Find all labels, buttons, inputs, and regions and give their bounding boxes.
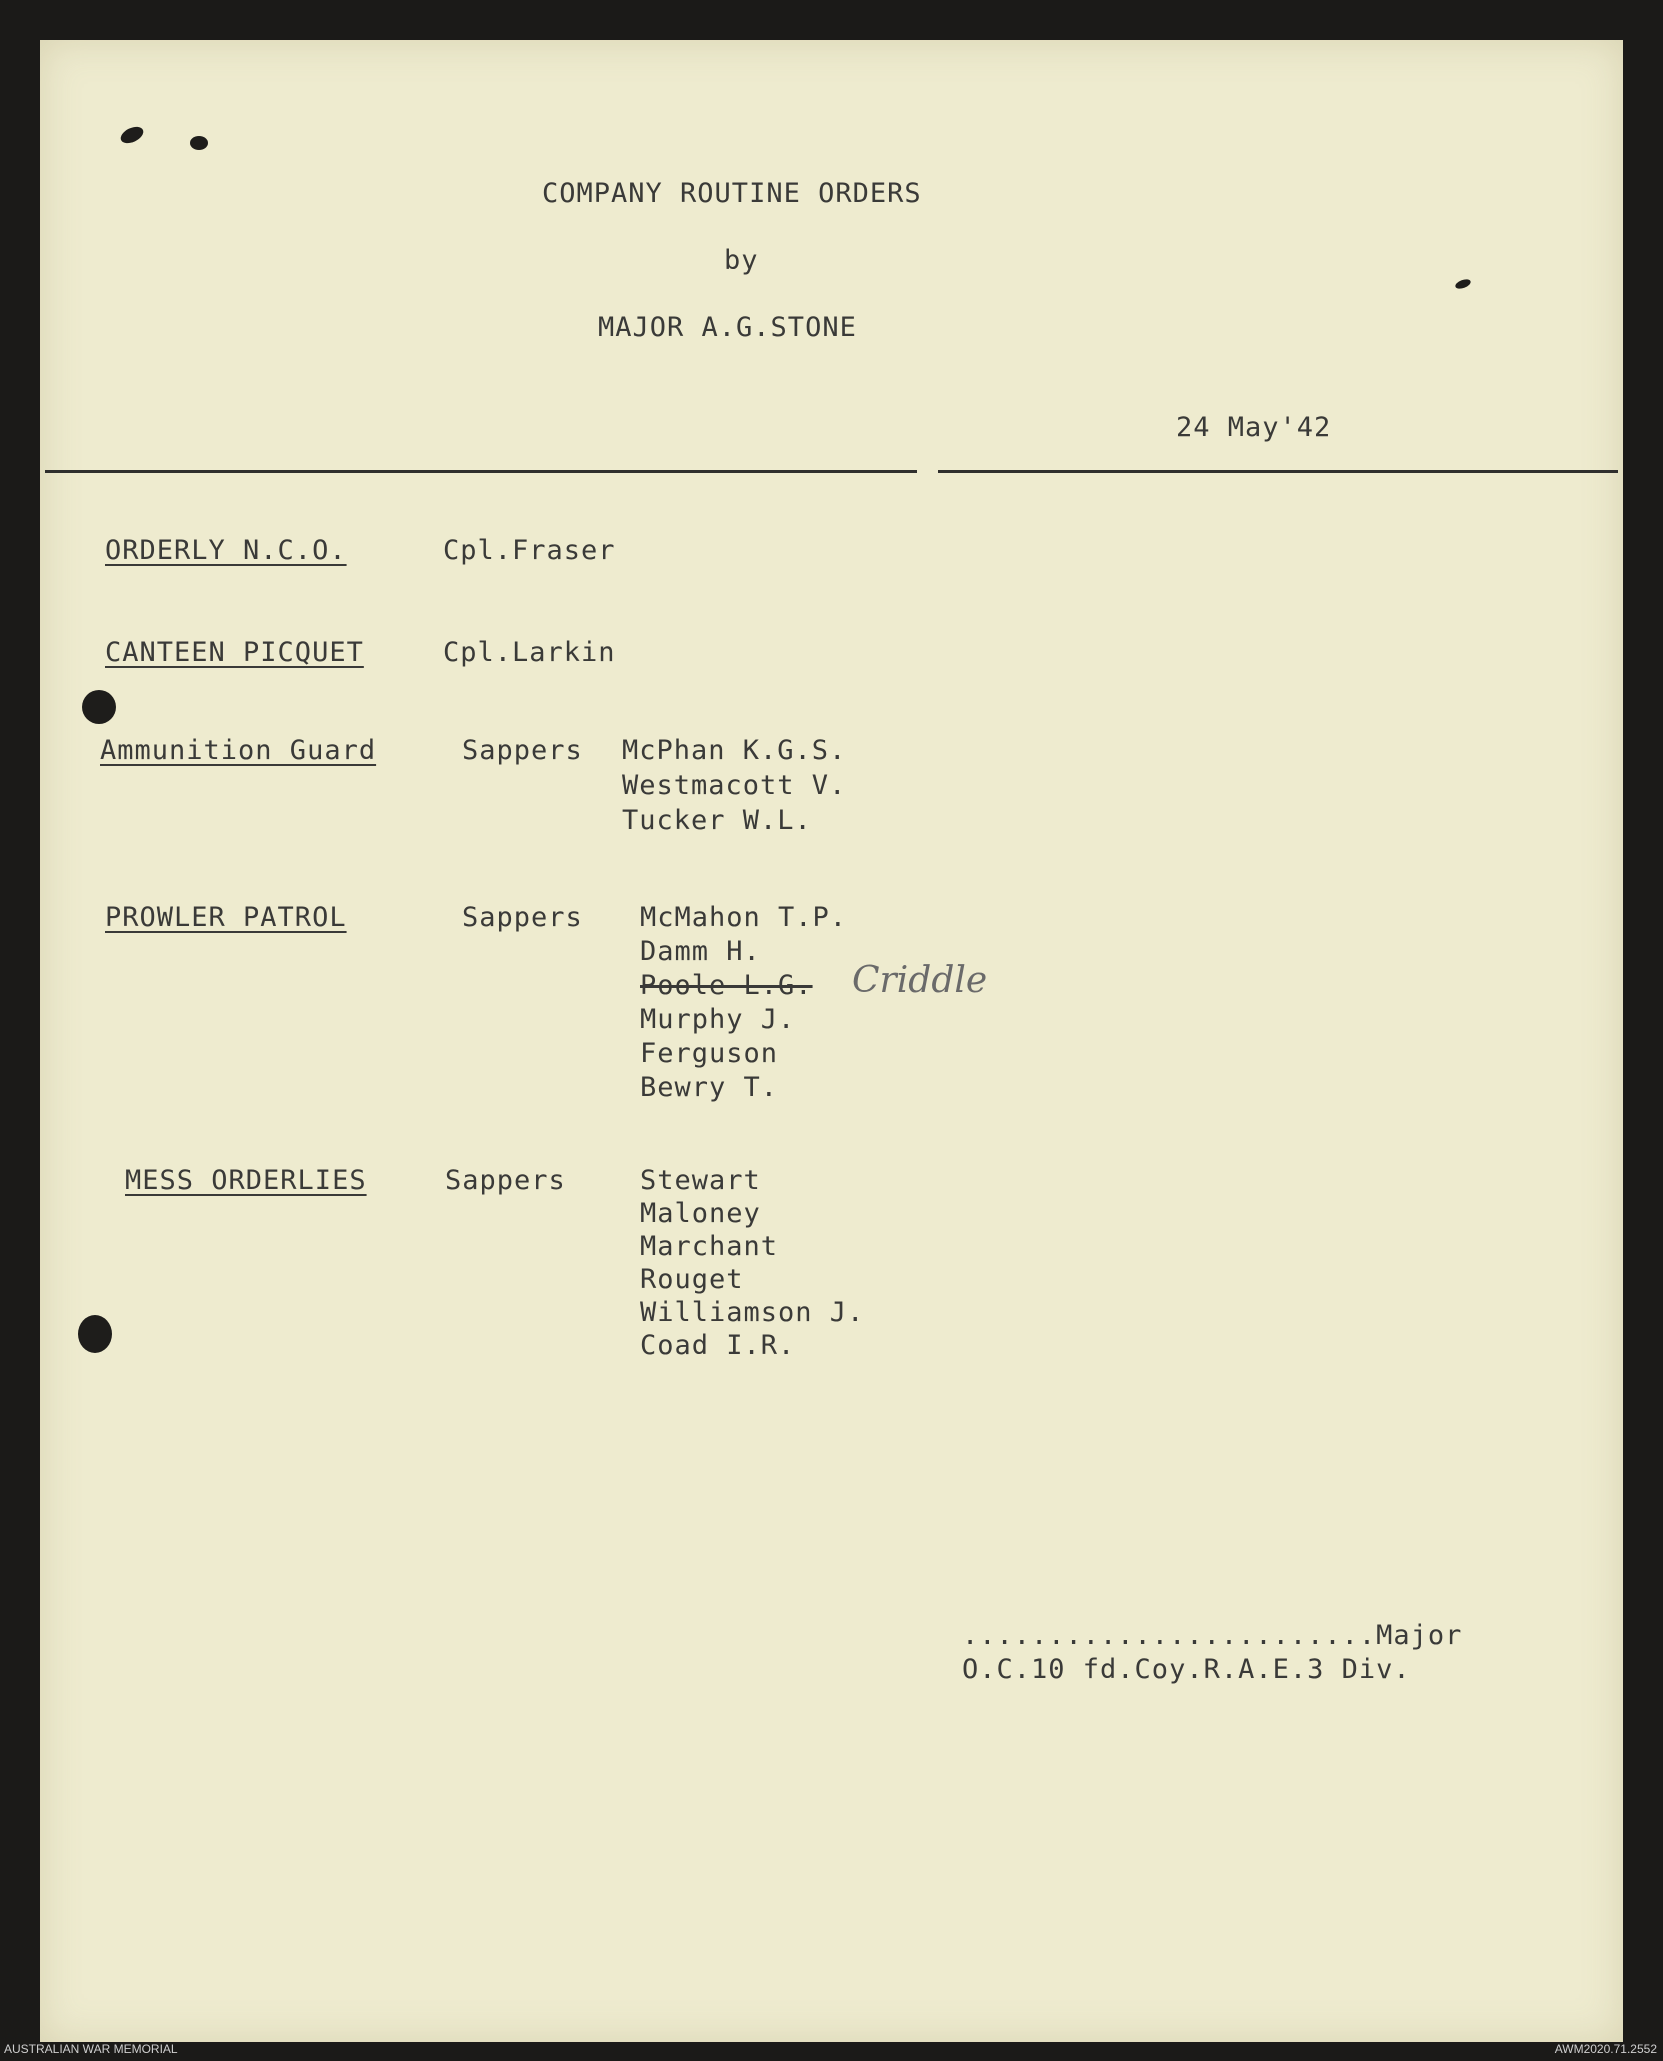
- duty-label-canteen-picquet: CANTEEN PICQUET: [105, 637, 364, 668]
- duty-name: Cpl.Larkin: [443, 637, 616, 668]
- duty-label-orderly-nco: ORDERLY N.C.O.: [105, 535, 347, 566]
- duty-name: Coad I.R.: [640, 1330, 796, 1361]
- header-divider: [938, 470, 1618, 473]
- document-date: 24 May'42: [1176, 412, 1332, 443]
- duty-name: Maloney: [640, 1198, 761, 1229]
- duty-rank: Sappers: [462, 902, 583, 933]
- duty-name: Bewry T.: [640, 1072, 779, 1103]
- handwritten-replacement: Criddle: [852, 960, 988, 1001]
- punch-hole-mark: [190, 136, 208, 150]
- duty-name: Westmacott V.: [622, 770, 847, 801]
- punch-hole: [82, 690, 116, 724]
- duty-name: Damm H.: [640, 936, 761, 967]
- duty-name: Tucker W.L.: [622, 805, 812, 836]
- duty-label-ammunition-guard: Ammunition Guard: [100, 735, 377, 766]
- document-title: COMPANY ROUTINE ORDERS: [542, 178, 922, 209]
- duty-name: McMahon T.P.: [640, 902, 848, 933]
- signature-unit: O.C.10 fd.Coy.R.A.E.3 Div.: [962, 1654, 1411, 1685]
- duty-label-prowler-patrol: PROWLER PATROL: [105, 902, 347, 933]
- duty-label-mess-orderlies: MESS ORDERLIES: [125, 1165, 367, 1196]
- duty-rank: Sappers: [445, 1165, 566, 1196]
- punch-hole: [78, 1315, 112, 1353]
- header-divider: [45, 470, 917, 473]
- document-page: [40, 40, 1623, 2042]
- footer-left: AUSTRALIAN WAR MEMORIAL: [4, 2042, 178, 2056]
- duty-name: Cpl.Fraser: [443, 535, 616, 566]
- duty-name: Stewart: [640, 1165, 761, 1196]
- footer-right: AWM2020.71.2552: [1554, 2042, 1657, 2056]
- punch-hole-mark: [1454, 278, 1472, 291]
- duty-name: Marchant: [640, 1231, 779, 1262]
- duty-name: Williamson J.: [640, 1297, 865, 1328]
- duty-name: McPhan K.G.S.: [622, 735, 847, 766]
- duty-name: Murphy J.: [640, 1004, 796, 1035]
- duty-rank: Sappers: [462, 735, 583, 766]
- signature-line: ........................Major: [962, 1620, 1463, 1651]
- duty-name: Ferguson: [640, 1038, 779, 1069]
- duty-name-struck: Poole L.G.: [640, 970, 813, 1001]
- by-line: by: [724, 245, 759, 276]
- author-name: MAJOR A.G.STONE: [598, 312, 857, 343]
- duty-name: Rouget: [640, 1264, 744, 1295]
- punch-hole-mark: [118, 124, 146, 147]
